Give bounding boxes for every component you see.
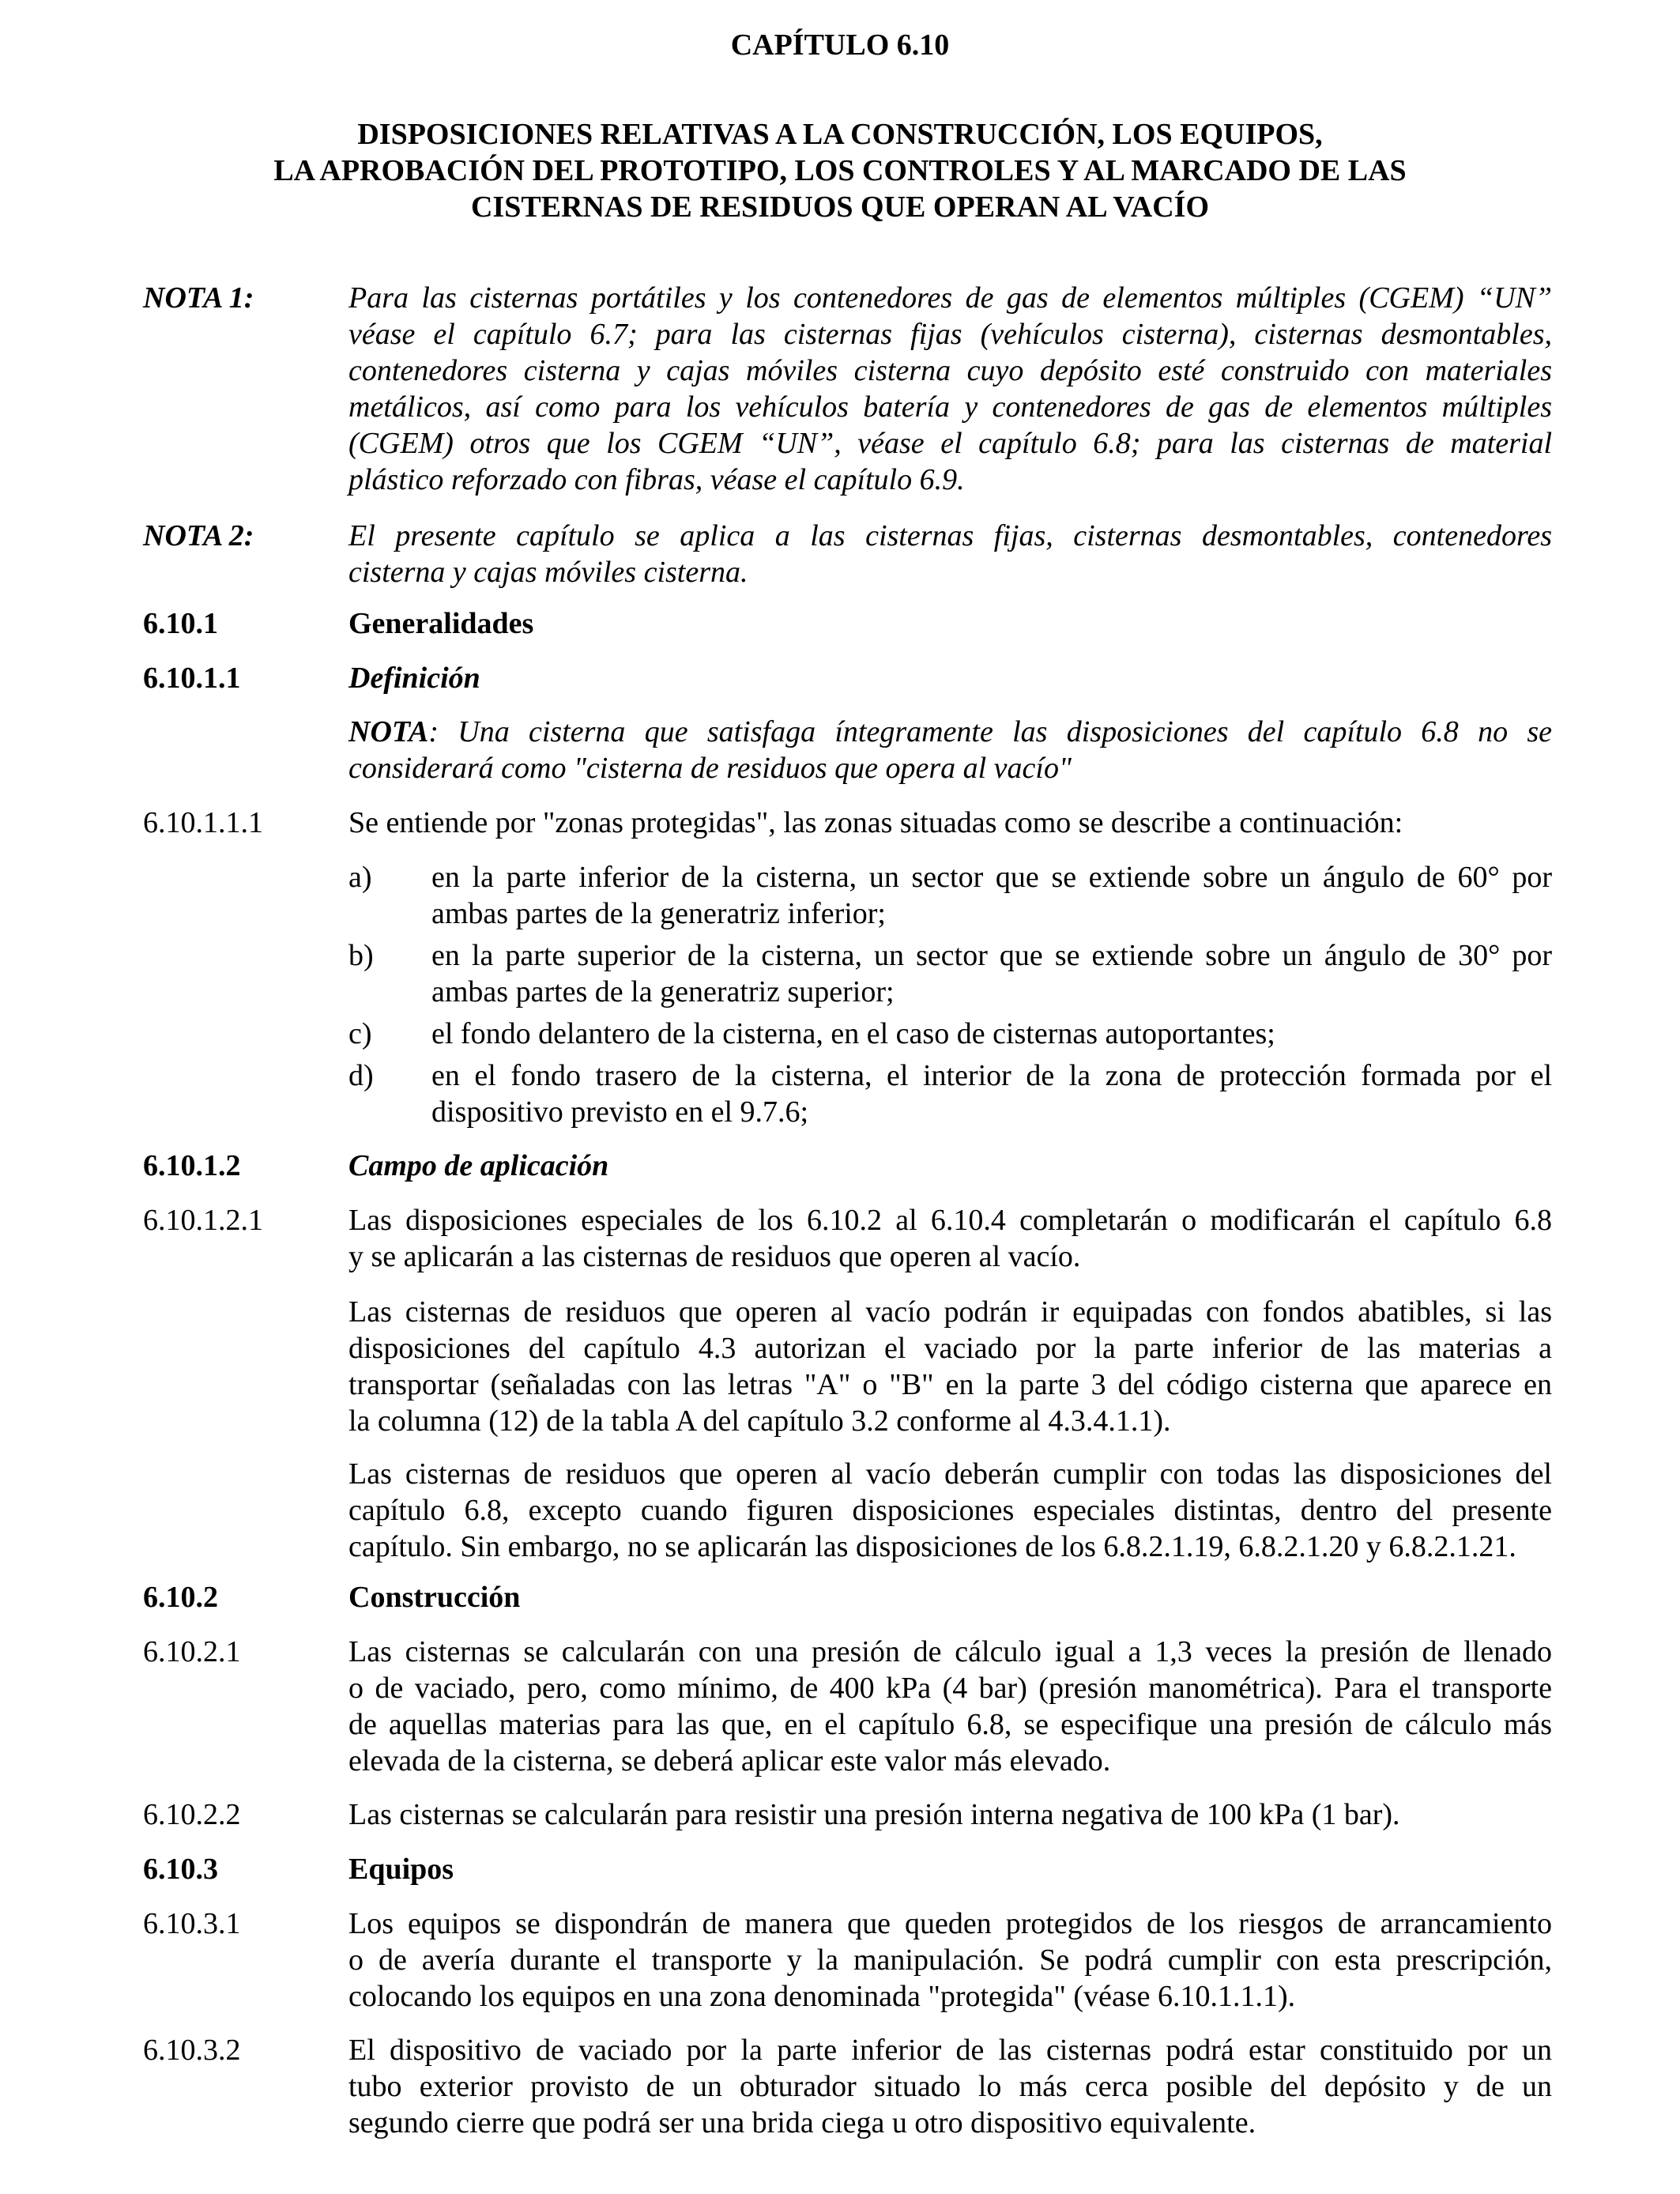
paragraph-text xyxy=(348,1634,1552,1779)
note-1-line: contenedores cisterna y cajas móviles cisterna cuyo depósito esté construido con materiales xyxy=(348,354,1552,387)
paragraph-line: transportar (señaladas con las letras "A" o "B" en la parte 3 del código cisterna que aparece en xyxy=(348,1368,1552,1401)
definition-note-line: considerará como "cisterna de residuos que opera al vacío" xyxy=(348,752,1072,785)
list-item-text xyxy=(431,1016,1552,1052)
paragraph-number: 6.10.1.2.1 xyxy=(143,1204,263,1237)
section-number: 6.10.2 xyxy=(143,1581,218,1614)
list-item-line: en la parte superior de la cisterna, un sector que se extiende sobre un ángulo de 30° por xyxy=(431,939,1552,972)
list-item-label: c) xyxy=(348,1017,372,1050)
paragraph-line: y se aplicarán a las cisternas de residuos que operen al vacío. xyxy=(348,1240,1081,1273)
list-item-text xyxy=(431,859,1552,932)
note-1-line: plástico reforzado con fibras, véase el capítulo 6.9. xyxy=(348,463,965,496)
list-item-text xyxy=(431,937,1552,1010)
list-item-line: el fondo delantero de la cisterna, en el caso de cisternas autoportantes; xyxy=(431,1017,1275,1050)
list-item-text xyxy=(431,1057,1552,1130)
paragraph-number: 6.10.1.1.1 xyxy=(143,806,263,839)
list-item-line: ambas partes de la generatriz superior; xyxy=(431,975,895,1008)
note-1-text xyxy=(348,280,1552,498)
paragraph-line: de aquellas materias para las que, en el capítulo 6.8, se especifique una presión de cálculo más xyxy=(348,1708,1552,1741)
paragraph-line: elevada de la cisterna, se deberá aplicar este valor más elevado. xyxy=(348,1744,1111,1777)
section-number: 6.10.1.2 xyxy=(143,1149,241,1182)
section-title: Definición xyxy=(348,662,480,695)
paragraph-line: capítulo. Sin embargo, no se aplicarán las disposiciones de los 6.8.2.1.19, 6.8.2.1.20 y 6.8.2.1.21. xyxy=(348,1530,1516,1563)
paragraph-line: Los equipos se dispondrán de manera que queden protegidos de los riesgos de arrancamiento xyxy=(348,1907,1552,1940)
paragraph-text xyxy=(348,1294,1552,1439)
chapter-title-line-1: DISPOSICIONES RELATIVAS A LA CONSTRUCCIÓN, LOS EQUIPOS, xyxy=(357,118,1323,151)
note-2-label: NOTA 2: xyxy=(143,519,254,552)
section-title: Equipos xyxy=(348,1853,454,1886)
section-number: 6.10.1 xyxy=(143,607,218,640)
note-1-line: Para las cisternas portátiles y los contenedores de gas de elementos múltiples (CGEM) “UN” xyxy=(348,281,1552,315)
chapter-title-line-3: CISTERNAS DE RESIDUOS QUE OPERAN AL VACÍO xyxy=(470,190,1210,224)
paragraph-line: Las disposiciones especiales de los 6.10.2 al 6.10.4 completarán o modificarán el capítulo 6.8 xyxy=(348,1204,1552,1237)
paragraph-line: disposiciones del capítulo 4.3 autorizan el vaciado por la parte inferior de las materias a xyxy=(348,1332,1552,1365)
list-item-line: dispositivo previsto en el 9.7.6; xyxy=(431,1095,809,1129)
definition-note-line xyxy=(348,714,1552,750)
list-item-line: en la parte inferior de la cisterna, un sector que se extiende sobre un ángulo de 60° por xyxy=(431,861,1552,894)
paragraph-text xyxy=(348,1456,1552,1565)
section-title: Construcción xyxy=(348,1581,521,1614)
paragraph-line: o de vaciado, pero, como mínimo, de 400 kPa (4 bar) (presión manométrica). Para el transporte xyxy=(348,1672,1552,1705)
note-2-text xyxy=(348,518,1552,590)
paragraph-text xyxy=(348,1796,1552,1833)
paragraph-line: Las cisternas de residuos que operen al vacío podrán ir equipadas con fondos abatibles, si las xyxy=(348,1295,1552,1329)
note-1-line: metálicos, así como para los vehículos batería y contenedores de gas de elementos múltiples xyxy=(348,390,1552,424)
list-item-line: en el fondo trasero de la cisterna, el interior de la zona de protección formada por el xyxy=(431,1059,1552,1092)
paragraph-number: 6.10.3.2 xyxy=(143,2034,241,2067)
note-2-line: El presente capítulo se aplica a las cisternas fijas, cisternas desmontables, contenedores xyxy=(348,519,1552,552)
list-item-label: a) xyxy=(348,861,372,894)
paragraph-text xyxy=(348,1202,1552,1275)
definition-note-text: : Una cisterna que satisfaga íntegramente las disposiciones del capítulo 6.8 no se xyxy=(428,715,1552,748)
paragraph-text xyxy=(348,1906,1552,2015)
list-item-label: b) xyxy=(348,939,374,972)
note-1-label: NOTA 1: xyxy=(143,281,254,315)
list-item-line: ambas partes de la generatriz inferior; xyxy=(431,897,886,930)
paragraph-line: capítulo 6.8, excepto cuando figuren disposiciones especiales distintas, dentro del presente xyxy=(348,1494,1552,1527)
paragraph-text xyxy=(348,2032,1552,2141)
section-title: Generalidades xyxy=(348,607,534,640)
paragraph-line: la columna (12) de la tabla A del capítulo 3.2 conforme al 4.3.4.1.1). xyxy=(348,1404,1171,1438)
paragraph-line: Las cisternas de residuos que operen al vacío deberán cumplir con todas las disposiciones del xyxy=(348,1457,1552,1491)
definition-note xyxy=(348,714,1552,786)
paragraph-line: tubo exterior provisto de un obturador situado lo más cerca posible del depósito y de un xyxy=(348,2070,1552,2103)
paragraph-line: segundo cierre que podrá ser una brida ciega u otro dispositivo equivalente. xyxy=(348,2106,1256,2139)
paragraph-text: Se entiende por "zonas protegidas", las zonas situadas como se describe a continuación: xyxy=(348,806,1403,839)
paragraph-line: colocando los equipos en una zona denominada "protegida" (véase 6.10.1.1.1). xyxy=(348,1980,1296,2013)
paragraph-line: Las cisternas se calcularán para resistir una presión interna negativa de 100 kPa (1 bar). xyxy=(348,1798,1400,1831)
paragraph-line: El dispositivo de vaciado por la parte inferior de las cisternas podrá estar constituido por un xyxy=(348,2034,1552,2067)
paragraph-line: Las cisternas se calcularán con una presión de cálculo igual a 1,3 veces la presión de llenado xyxy=(348,1635,1552,1668)
chapter-label: CAPÍTULO 6.10 xyxy=(730,28,950,62)
list-item-label: d) xyxy=(348,1059,374,1092)
definition-note-label: NOTA xyxy=(348,715,429,748)
paragraph-line: o de avería durante el transporte y la manipulación. Se podrá cumplir con esta prescripción, xyxy=(348,1943,1552,1977)
paragraph-number: 6.10.3.1 xyxy=(143,1907,241,1940)
note-2-line: cisterna y cajas móviles cisterna. xyxy=(348,556,748,589)
section-title: Campo de aplicación xyxy=(348,1149,609,1182)
note-1-line: véase el capítulo 6.7; para las cisternas fijas (vehículos cisterna), cisternas desmontables, xyxy=(348,318,1552,351)
paragraph-number: 6.10.2.1 xyxy=(143,1635,241,1668)
paragraph-number: 6.10.2.2 xyxy=(143,1798,241,1831)
section-number: 6.10.3 xyxy=(143,1853,218,1886)
note-1-line: (CGEM) otros que los CGEM “UN”, véase el capítulo 6.8; para las cisternas de material xyxy=(348,427,1552,460)
section-number: 6.10.1.1 xyxy=(143,662,241,695)
chapter-title-line-2: LA APROBACIÓN DEL PROTOTIPO, LOS CONTROLES Y AL MARCADO DE LAS xyxy=(273,154,1407,187)
